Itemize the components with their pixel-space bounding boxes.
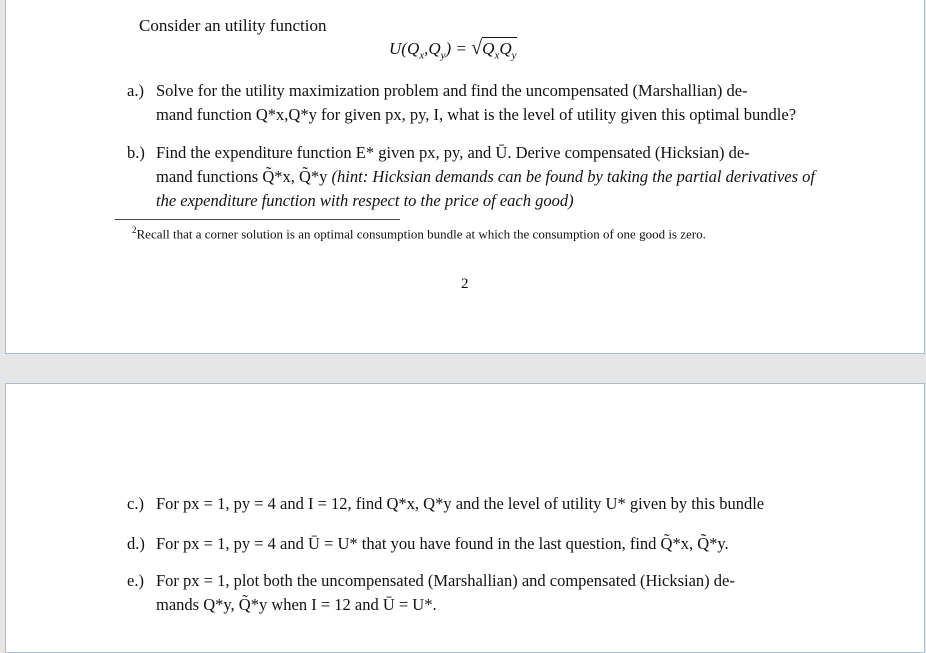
question-d-label: d.) bbox=[127, 534, 145, 553]
question-e-line1: For px = 1, plot both the uncompensated (Marshallian) and compensated (Hicksian) de- bbox=[156, 571, 735, 590]
page-1 bbox=[5, 0, 925, 354]
question-c-label: c.) bbox=[127, 494, 144, 513]
question-b-label: b.) bbox=[127, 143, 145, 162]
question-c-text: For px = 1, py = 4 and I = 12, find Q*x, Q*y and the level of utility U* given by this bundle bbox=[156, 494, 765, 513]
footnote-mark: 2 bbox=[132, 225, 137, 235]
footnote bbox=[132, 225, 706, 242]
question-e bbox=[127, 569, 735, 617]
page-2 bbox=[5, 383, 925, 653]
question-b-line3: the expenditure function with respect to the price of each good) bbox=[156, 191, 574, 210]
footnote-text: Recall that a corner solution is an optimal consumption bundle at which the consumption of one good is zero. bbox=[136, 226, 706, 242]
question-b-line2a: mand functions Q̃*x, Q̃*y bbox=[156, 167, 332, 186]
question-d-text: For px = 1, py = 4 and Ū = U* that you have found in the last question, find Q̃*x, Q̃*y. bbox=[156, 534, 729, 553]
question-c bbox=[127, 492, 764, 516]
question-b-hint: (hint: Hicksian demands can be found by taking the partial derivatives of bbox=[331, 167, 815, 186]
question-a-line1: Solve for the utility maximization problem and find the uncompensated (Marshallian) de- bbox=[156, 81, 748, 100]
question-a-label: a.) bbox=[127, 81, 144, 100]
page-number: 2 bbox=[461, 276, 469, 292]
question-a-line2: mand function Q*x,Q*y for given px, py, I, what is the level of utility given this optimal bundle? bbox=[156, 105, 797, 124]
question-a bbox=[127, 79, 796, 127]
utility-equation: $U(Q_x,Q_y) = √Q_xQ_y$ bbox=[389, 37, 517, 62]
intro-text: Consider an utility function bbox=[139, 16, 327, 35]
question-e-label: e.) bbox=[127, 571, 144, 590]
question-b-line1: Find the expenditure function E* given px, py, and Ū. Derive compensated (Hicksian) de- bbox=[156, 143, 750, 162]
question-b bbox=[127, 141, 815, 213]
footnote-rule bbox=[115, 219, 400, 220]
question-e-line2: mands Q*y, Q̃*y when I = 12 and Ū = U*. bbox=[156, 595, 437, 614]
question-d bbox=[127, 532, 729, 556]
